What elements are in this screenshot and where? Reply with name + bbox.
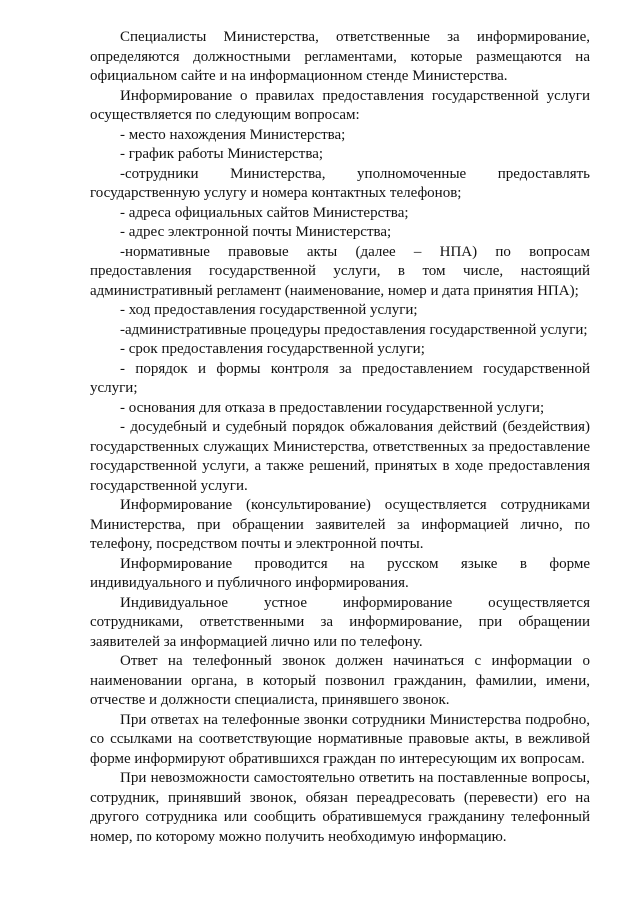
paragraph-informing-intro: Информирование о правилах предоставления государственной услуги осуществляется по следующим вопросам: (90, 87, 590, 123)
list-item-control: - порядок и формы контроля за предоставлением государственной услуги; (90, 360, 590, 396)
list-item-staff-phones: -сотрудники Министерства, уполномоченные предоставлять государственную услугу и номера контактных телефонов; (90, 165, 590, 201)
paragraph-redirect: При невозможности самостоятельно ответить на поставленные вопросы, сотрудник, принявший звонок, обязан переадресовать (перевести) его на другого сотрудника или сообщить обратившемуся гражданину телефонный номер, по которому можно получить необходимую информацию. (90, 770, 590, 845)
paragraph-language: Информирование проводится на русском языке в форме индивидуального и публичного информирования. (90, 555, 590, 591)
list-item-deadline: - срок предоставления государственной услуги; (120, 341, 425, 357)
list-item-schedule: - график работы Министерства; (120, 146, 324, 162)
list-item-appeal: - досудебный и судебный порядок обжалования действий (бездействия) государственных служащих Министерства, ответственных за предоставление государственной услуги, а также решений, принятых в ходе предоставления государственной услуги. (90, 419, 590, 494)
list-item-procedures: -административные процедуры предоставления государственной услуги; (120, 321, 588, 338)
paragraph-consulting: Информирование (консультирование) осуществляется сотрудниками Министерства, при обращении заявителей за информацией лично, по телефону, посредством почты и электронной почты. (90, 497, 590, 552)
list-item-websites: - адреса официальных сайтов Министерства; (120, 204, 409, 221)
paragraph-specialists: Специалисты Министерства, ответственные за информирование, определяются должностными регламентами, которые размещаются на официальном сайте и на информационном стенде Министерства. (90, 29, 590, 84)
document-body (90, 28, 590, 847)
list-item-progress: - ход предоставления государственной услуги; (120, 302, 418, 318)
list-item-refusal-grounds: - основания для отказа в предоставлении государственной услуги; (120, 399, 545, 416)
paragraph-individual-oral: Индивидуальное устное информирование осуществляется сотрудниками, ответственными за информирование, при обращении заявителей за информацией лично или по телефону. (90, 594, 590, 650)
paragraph-phone-answer: Ответ на телефонный звонок должен начинаться с информации о наименовании органа, в который позвонил гражданин, фамилии, имени, отчестве и должности специалиста, принявшего звонок. (90, 653, 590, 708)
paragraph-phone-calls: При ответах на телефонные звонки сотрудники Министерства подробно, со ссылками на соответствующие нормативные правовые акты, в вежливой форме информируют обратившихся граждан по интересующим их вопросам. (90, 711, 590, 767)
list-item-location: - место нахождения Министерства; (120, 126, 346, 143)
list-item-email: - адрес электронной почты Министерства; (120, 224, 392, 240)
list-item-legal-acts: -нормативные правовые акты (далее – НПА) по вопросам предоставления государственной услуги, в том числе, настоящий административный регламент (наименование, номер и дата принятия НПА); (90, 243, 590, 299)
